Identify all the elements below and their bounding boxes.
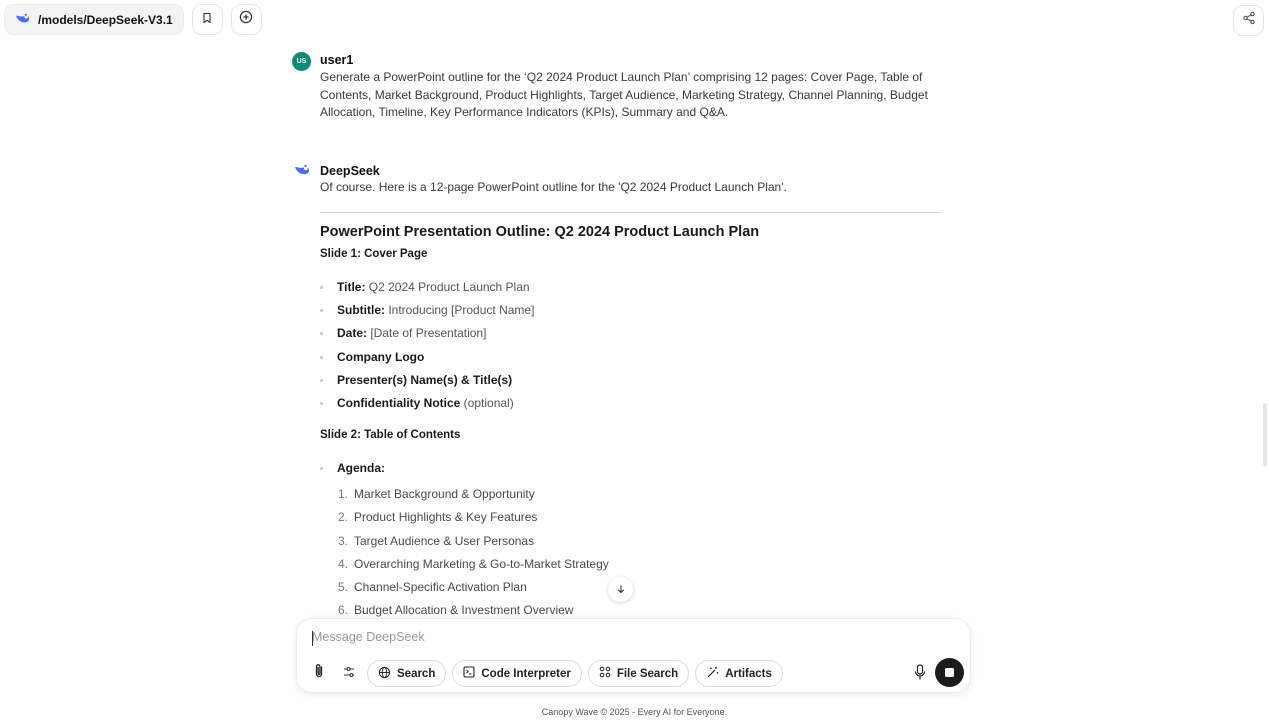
share-button[interactable] [1233, 5, 1264, 36]
outline-title: PowerPoint Presentation Outline: Q2 2024 Product Launch Plan [320, 224, 760, 240]
arrow-down-icon [616, 581, 626, 599]
message-composer [296, 618, 971, 693]
scroll-to-bottom-button[interactable] [608, 577, 633, 602]
agenda-item: 2. Product Highlights & Key Features [337, 510, 538, 525]
sliders-icon [342, 665, 356, 683]
settings-button[interactable] [337, 661, 361, 687]
scrollbar[interactable] [1263, 403, 1267, 466]
share-icon [1242, 11, 1256, 30]
terminal-icon [463, 666, 475, 681]
list-item: Confidentiality Notice (optional) [320, 395, 942, 411]
message-input[interactable] [312, 630, 912, 644]
microphone-button[interactable] [914, 664, 926, 686]
user-avatar: US [292, 52, 311, 71]
slide-1-list [320, 279, 942, 411]
model-label: /models/DeepSeek-V3.1 [38, 12, 173, 27]
model-selector-button[interactable] [4, 4, 184, 35]
list-item: Date: [Date of Presentation] [320, 325, 942, 341]
plus-circle-icon [239, 10, 253, 29]
agenda-list [320, 486, 942, 618]
agenda-item: 1. Market Background & Opportunity [337, 486, 535, 501]
agenda-item: 6. Budget Allocation & Investment Overview [337, 603, 574, 618]
divider [320, 212, 942, 213]
list-item: Title: Q2 2024 Product Launch Plan [320, 279, 942, 295]
text-caret [312, 631, 313, 646]
new-chat-button[interactable] [231, 4, 262, 35]
footer-text: Canopy Wave © 2025 - Every AI for Everyone. [541, 707, 728, 717]
agenda-item: 5. Channel-Specific Activation Plan [337, 580, 527, 595]
agenda-item: 3. Target Audience & User Personas [337, 533, 535, 548]
paperclip-icon [313, 663, 325, 684]
deepseek-whale-icon [294, 163, 310, 177]
artifacts-chip[interactable]: Artifacts [695, 660, 783, 687]
file-search-chip[interactable]: File Search [588, 660, 689, 687]
deepseek-avatar [292, 163, 311, 182]
deepseek-whale-icon [15, 12, 30, 28]
list-item: Company Logo [320, 349, 942, 365]
search-chip[interactable]: Search [367, 660, 446, 687]
chat-thread [292, 52, 942, 626]
assistant-intro: Of course. Here is a 12-page PowerPoint outline for the 'Q2 2024 Product Launch Plan'. [320, 179, 787, 194]
bookmark-button[interactable] [192, 4, 223, 35]
microphone-icon [914, 668, 926, 685]
agenda-item: 4. Overarching Marketing & Go-to-Market Strategy [337, 556, 609, 571]
composer-toolbar [307, 660, 783, 687]
magic-wand-icon [706, 666, 719, 682]
stop-icon [945, 668, 954, 677]
list-item: Agenda: [320, 460, 942, 476]
slide-2-list [320, 460, 942, 476]
slide-2-heading: Slide 2: Table of Contents [320, 428, 461, 441]
code-interpreter-chip[interactable]: Code Interpreter [452, 660, 581, 687]
globe-icon [378, 666, 391, 682]
attach-button[interactable] [307, 661, 331, 687]
assistant-message [292, 163, 942, 626]
assistant-author-name: DeepSeek [320, 163, 380, 178]
user-message [292, 52, 942, 122]
list-item: Presenter(s) Name(s) & Title(s) [320, 372, 942, 388]
user-message-text: Generate a PowerPoint outline for the ‘Q2 2024 Product Launch Plan’ comprising 12 pages: Cover Page, Table of Contents, Market Background, Product Highlights, Target Audience, Marketing Strategy, Channel Planning, Budget Allocation, Timeline, Key Performance Indicators (KPIs), Summary and Q&A. [320, 70, 928, 119]
stop-generation-button[interactable] [935, 658, 964, 687]
top-bar [4, 4, 262, 35]
file-search-icon [599, 666, 611, 681]
user-author-name: user1 [320, 53, 354, 67]
bookmark-icon [201, 11, 213, 29]
list-item: Subtitle: Introducing [Product Name] [320, 302, 942, 318]
slide-1-heading: Slide 1: Cover Page [320, 248, 428, 260]
